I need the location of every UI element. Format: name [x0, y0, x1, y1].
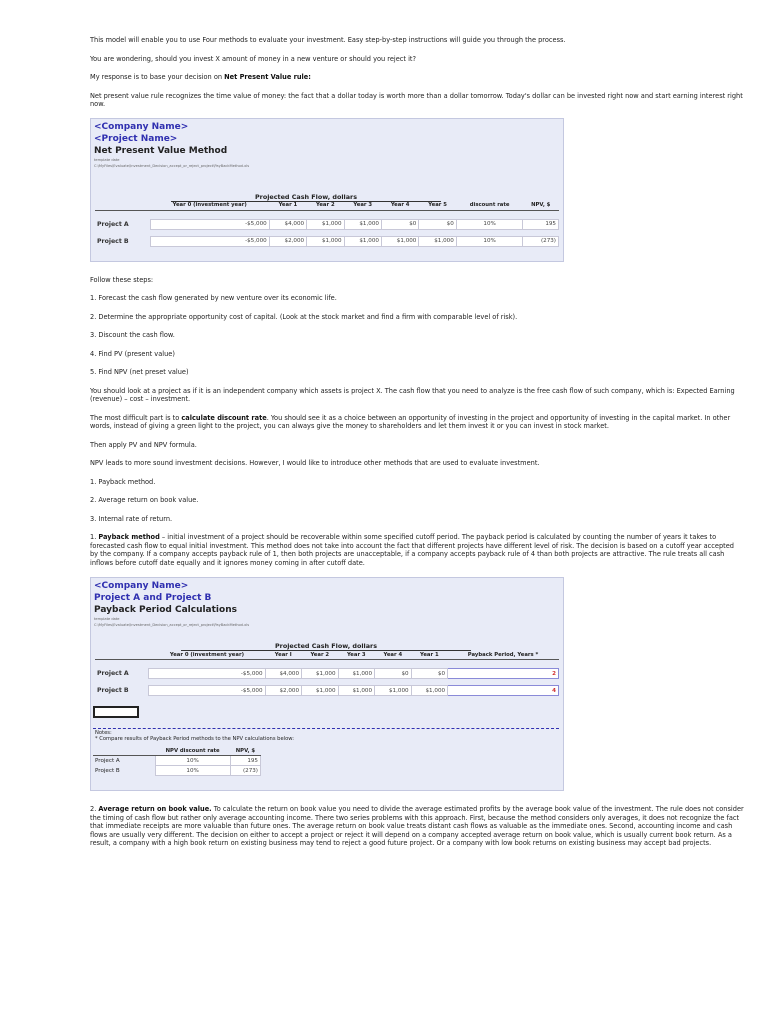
- intro-line-3-text: My response is to base your decision on: [90, 73, 225, 81]
- table-cell[interactable]: -$5,000: [149, 686, 265, 696]
- notes-divider: [93, 728, 559, 729]
- step-2: 2. Determine the appropriate opportunity cost of capital. (Look at the stock market and find a firm with comparable level of risk).: [90, 312, 518, 321]
- table-cell[interactable]: $1,000: [338, 686, 375, 696]
- table-cell[interactable]: (273): [523, 236, 559, 246]
- npv-spacer: [95, 210, 559, 219]
- table-cell[interactable]: 10%: [155, 766, 230, 776]
- compare-header-npv: NPV, $: [230, 746, 260, 756]
- npv-header-year2: Year 2: [307, 201, 344, 211]
- pb-table-header: [95, 650, 559, 660]
- table-cell[interactable]: $1,000: [344, 236, 381, 246]
- pb-template-date: template date: [94, 617, 120, 621]
- discount-text-a: The most difficult part is to: [90, 413, 182, 422]
- table-cell[interactable]: $2,000: [269, 236, 306, 246]
- pb-header-payback: Payback Period, Years *: [448, 650, 559, 660]
- payback-period-cell[interactable]: 2: [448, 669, 559, 679]
- npv-row-label: Project A: [97, 220, 129, 228]
- npv-header-year4: Year 4: [381, 201, 418, 211]
- paragraph-project: You should look at a project as if it is an independent company which assets is project X. The cash flow that you need to analyze is the free cash flow of such company, which is: Expected Earning (revenue) – cost – investment.: [90, 386, 735, 403]
- pb-header-blank: [95, 650, 149, 660]
- step-4: 4. Find PV (present value): [90, 349, 175, 358]
- pb-spacer: [95, 660, 559, 669]
- table-cell[interactable]: $1,000: [338, 669, 375, 679]
- table-cell[interactable]: $2,000: [265, 686, 302, 696]
- npv-header-year3: Year 3: [344, 201, 381, 211]
- table-cell[interactable]: $0: [419, 219, 456, 229]
- compare-header: [93, 746, 261, 756]
- npv-header-year1: Year 1: [269, 201, 306, 211]
- table-cell[interactable]: $1,000: [375, 686, 412, 696]
- compare-header-blank: [93, 746, 155, 756]
- npv-spacer: [95, 229, 559, 236]
- table-cell[interactable]: $1,000: [381, 236, 418, 246]
- table-cell[interactable]: 10%: [155, 756, 230, 766]
- npv-cashflow-title: Projected Cash Flow, dollars: [171, 193, 441, 202]
- pb-sheet-header: [94, 580, 249, 628]
- table-cell[interactable]: 10%: [456, 219, 523, 229]
- npv-sheet-header: [94, 121, 249, 169]
- npv-header-npv: NPV, $: [523, 201, 559, 211]
- pb-company-name: <Company Name>: [94, 581, 189, 591]
- payback-spreadsheet: [90, 577, 564, 791]
- intro-line-2: You are wondering, should you invest X amount of money in a new venture or should you reject it?: [90, 54, 417, 63]
- table-row: [93, 756, 261, 766]
- table-row: [95, 236, 559, 246]
- pb-header-year5: Year 1: [411, 650, 448, 660]
- paragraph-npv-sound: NPV leads to more sound investment decisions. However, I would like to introduce other methods that are used to evaluate investment.: [90, 459, 540, 467]
- pb-header-year4: Year 4: [375, 650, 412, 660]
- npv-project-name: <Project Name>: [94, 133, 178, 144]
- table-cell[interactable]: -$5,000: [150, 219, 269, 229]
- discount-text-b: . You should see it as a choice between an opportunity of investing in the project and opportunity of investing in the capital market. In other words, instead of giving a green light to the project, you can always give the money to shareholders and let them invest it or you can invest in stock market.: [90, 413, 731, 430]
- pb-header-year1: Year I: [265, 650, 302, 660]
- npv-compare-table: [93, 746, 261, 776]
- intro-line-3: [90, 73, 744, 82]
- method-3: 3. Internal rate of return.: [90, 514, 173, 523]
- table-cell[interactable]: $4,000: [265, 669, 302, 679]
- intro-line-3-bold: Net Present Value rule:: [224, 73, 311, 81]
- npv-header-rate: discount rate: [456, 201, 523, 211]
- pb-header-year2: Year 2: [302, 650, 339, 660]
- notes-block: [95, 730, 515, 742]
- pb-method-title: Payback Period Calculations: [94, 605, 237, 615]
- table-cell[interactable]: $1,000: [307, 236, 344, 246]
- compare-header-rate: NPV discount rate: [155, 746, 230, 756]
- npv-table: [95, 201, 559, 247]
- payback-num: 1.: [90, 533, 99, 541]
- method-1: 1. Payback method.: [90, 477, 156, 486]
- intro-line-4: Net present value rule recognizes the time value of money: the fact that a dollar today is worth more than a dollar tomorrow. Today's dollar can be invested right now and start earning interest right now.: [90, 91, 743, 108]
- npv-method-title: Net Present Value Method: [94, 145, 228, 156]
- table-cell[interactable]: $1,000: [419, 236, 456, 246]
- intro-line-1: This model will enable you to use Four methods to evaluate your investment. Easy step-by-step instructions will guide you through the process.: [90, 36, 566, 44]
- pb-row-label: Project A: [97, 670, 129, 677]
- table-cell[interactable]: $1,000: [307, 219, 344, 229]
- compare-row-label: Project B: [95, 767, 120, 774]
- arbv-num: 2.: [90, 805, 99, 813]
- table-cell[interactable]: $0: [381, 219, 418, 229]
- payback-bold: Payback method: [98, 533, 160, 541]
- table-cell[interactable]: $0: [411, 669, 448, 679]
- document-body: [90, 36, 744, 848]
- method-2: 2. Average return on book value.: [90, 496, 199, 504]
- table-cell[interactable]: $1,000: [302, 669, 339, 679]
- table-cell[interactable]: (273): [230, 766, 260, 776]
- npv-file-path: C:\MyFiles\Evaluate\Investment_Decision_accept_or_reject_project\PayBackMethod.xls: [94, 163, 250, 168]
- step-5: 5. Find NPV (net preset value): [90, 368, 189, 376]
- step-3: 3. Discount the cash flow.: [90, 331, 175, 339]
- pb-cashflow-title: Projected Cash Flow, dollars: [181, 642, 471, 651]
- table-cell[interactable]: 10%: [456, 236, 523, 246]
- step-1: 1. Forecast the cash flow generated by new venture over its economic life.: [90, 294, 337, 302]
- selected-cell[interactable]: [93, 706, 139, 718]
- paragraph-apply-formula: Then apply PV and NPV formula.: [90, 440, 197, 449]
- paragraph-payback: [90, 533, 744, 567]
- table-row: [95, 686, 559, 696]
- npv-table-header: [95, 201, 559, 211]
- pb-project-name: Project A and Project B: [94, 593, 212, 603]
- notes-title: Notes:: [95, 730, 112, 736]
- pb-row-label: Project B: [97, 687, 129, 694]
- table-row: [95, 219, 559, 229]
- table-cell[interactable]: -$5,000: [149, 669, 265, 679]
- table-cell[interactable]: 195: [523, 219, 559, 229]
- table-cell[interactable]: $1,000: [411, 686, 448, 696]
- npv-header-year5: Year 5: [419, 201, 456, 211]
- arbv-text: To calculate the return on book value you need to divide the average estimated profits by the average book value of the investment. The rule does not consider the timing of cash flow but rather only average accounting income. There two series problems with this approach. First, because the method considers only averages, it does not recognize the fact that immediate receipts are more valuable than future ones. The average return on book value treats distant cash flows as valuable as the immediate ones. Second, accounting income and cash flows are usually very different. The decision on either to accept a project or reject it will depend on a company accepted average return on book value, which is usually current book return. As a result, a company with a high book return on existing business may tend to reject a good future project. Or a company with low book returns on existing business may accept bad projects.: [90, 805, 744, 847]
- table-cell[interactable]: $1,000: [302, 686, 339, 696]
- payback-period-cell[interactable]: 4: [448, 686, 559, 696]
- steps-intro: Follow these steps:: [90, 275, 154, 284]
- compare-row-label: Project A: [95, 757, 120, 764]
- paragraph-average-return: [90, 805, 744, 848]
- npv-header-blank: [95, 201, 150, 211]
- table-row: [93, 766, 261, 776]
- npv-row-label: Project B: [97, 237, 129, 245]
- npv-header-year0: Year 0 (investment year): [150, 201, 269, 211]
- pb-file-path: C:\MyFiles\Evaluate\Investment_Decision_accept_or_reject_project\PayBackMethod.xls: [94, 623, 250, 627]
- table-cell[interactable]: $4,000: [269, 219, 306, 229]
- discount-bold: calculate discount rate: [181, 413, 267, 422]
- table-cell[interactable]: -$5,000: [150, 236, 269, 246]
- paragraph-discount-rate: [90, 414, 744, 431]
- npv-company-name: <Company Name>: [94, 121, 189, 132]
- npv-template-date: template date: [94, 157, 120, 162]
- pb-table: [95, 650, 559, 696]
- pb-header-year3: Year 3: [338, 650, 375, 660]
- table-cell[interactable]: 195: [230, 756, 260, 766]
- pb-spacer: [95, 679, 559, 686]
- table-cell[interactable]: $1,000: [344, 219, 381, 229]
- arbv-bold: Average return on book value.: [98, 805, 212, 813]
- payback-text: – initial investment of a project should be recoverable within some specified cutoff period. The payback period is calculated by counting the number of years it takes to forecasted cash flow to equal initial investment. This method does not take into account the fact that different projects have different level of risk. The decision is based on a cutoff year accepted by the company. If a company accepts payback rule of 1, then both projects are unacceptable, if a company accepts payback rule of 4 than both projects are attractive. The rule treats all cash inflows before cutoff date equally and it ignores money coming in after cutoff date.: [90, 533, 734, 567]
- table-row: [95, 669, 559, 679]
- notes-line-1: * Compare results of Payback Period methods to the NPV calculations below:: [95, 736, 294, 742]
- table-cell[interactable]: $0: [375, 669, 412, 679]
- pb-header-year0: Year 0 (investment year): [149, 650, 265, 660]
- npv-spreadsheet: [90, 118, 564, 262]
